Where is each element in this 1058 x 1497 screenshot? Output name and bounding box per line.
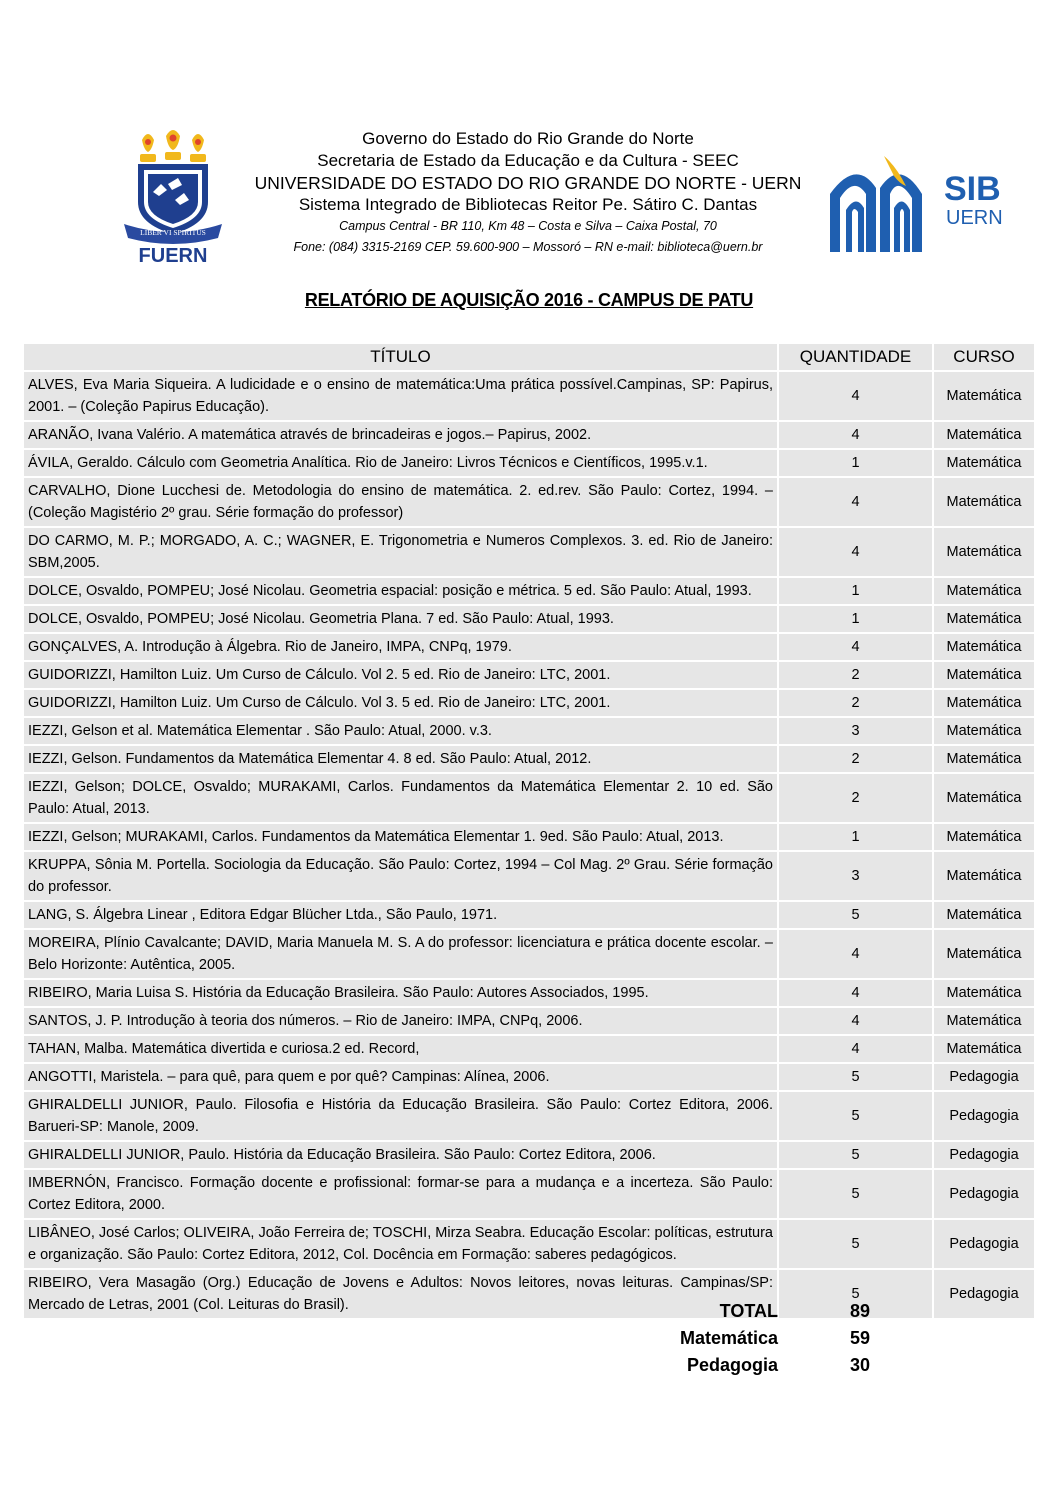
report-title: RELATÓRIO DE AQUISIÇÃO 2016 - CAMPUS DE PATU bbox=[304, 290, 754, 310]
row-quantity: 2 bbox=[779, 662, 932, 688]
matematica-total-label: Matemática bbox=[679, 1328, 778, 1348]
pedagogia-total-label: Pedagogia bbox=[686, 1355, 778, 1375]
fuern-name: FUERN bbox=[138, 245, 208, 267]
row-title: DOLCE, Osvaldo, POMPEU; José Nicolau. Geometria espacial: posição e métrica. 5 ed. São Paulo: Atual, 1993. bbox=[24, 578, 777, 604]
table-row bbox=[24, 606, 1034, 632]
row-title: IEZZI, Gelson; MURAKAMI, Carlos. Fundamentos da Matemática Elementar 1. 9ed. São Paulo: Atual, 2013. bbox=[24, 824, 777, 850]
row-course: Pedagogia bbox=[934, 1170, 1034, 1218]
table-header-row bbox=[24, 344, 1034, 370]
row-quantity: 5 bbox=[779, 1170, 932, 1218]
row-course: Matemática bbox=[934, 528, 1034, 576]
row-course: Pedagogia bbox=[934, 1092, 1034, 1140]
row-course: Matemática bbox=[934, 450, 1034, 476]
row-course: Matemática bbox=[934, 1008, 1034, 1034]
row-course: Matemática bbox=[934, 372, 1034, 420]
row-quantity: 4 bbox=[779, 528, 932, 576]
table-row bbox=[24, 1142, 1034, 1168]
row-course: Matemática bbox=[934, 478, 1034, 526]
table-row bbox=[24, 1036, 1034, 1062]
row-quantity: 5 bbox=[779, 1142, 932, 1168]
header-line-contact: Fone: (084) 3315-2169 CEP. 59.600-900 – Mossoró – RN e-mail: biblioteca@uern.br bbox=[293, 240, 763, 254]
row-course: Matemática bbox=[934, 980, 1034, 1006]
row-course: Pedagogia bbox=[934, 1270, 1034, 1318]
row-title: DO CARMO, M. P.; MORGADO, A. C.; WAGNER, E. Trigonometria e Numeros Complexos. 3. ed. Rio de Janeiro: SBM,2005. bbox=[24, 528, 777, 576]
row-course: Matemática bbox=[934, 774, 1034, 822]
table-row bbox=[24, 1220, 1034, 1268]
table-row bbox=[24, 422, 1034, 448]
row-title: ÁVILA, Geraldo. Cálculo com Geometria Analítica. Rio de Janeiro: Livros Técnicos e Científicos, 1995.v.1. bbox=[24, 450, 777, 476]
table-row bbox=[24, 980, 1034, 1006]
row-title: SANTOS, J. P. Introdução à teoria dos números. – Rio de Janeiro: IMPA, CNPq, 2006. bbox=[24, 1008, 777, 1034]
row-course: Pedagogia bbox=[934, 1220, 1034, 1268]
row-quantity: 1 bbox=[779, 450, 932, 476]
row-course: Pedagogia bbox=[934, 1064, 1034, 1090]
row-title: GONÇALVES, A. Introdução à Álgebra. Rio de Janeiro, IMPA, CNPq, 1979. bbox=[24, 634, 777, 660]
row-quantity: 4 bbox=[779, 930, 932, 978]
row-course: Matemática bbox=[934, 1036, 1034, 1062]
row-title: LIBÂNEO, José Carlos; OLIVEIRA, João Ferreira de; TOSCHI, Mirza Seabra. Educação Escolar: políticas, estrutura e organização. São Paulo: Cortez Editora, 2012, Col. Docência em Formação: saberes pedagógicos. bbox=[24, 1220, 777, 1268]
row-course: Matemática bbox=[934, 902, 1034, 928]
table-row bbox=[24, 774, 1034, 822]
row-title: GUIDORIZZI, Hamilton Luiz. Um Curso de Cálculo. Vol 2. 5 ed. Rio de Janeiro: LTC, 2001. bbox=[24, 662, 777, 688]
row-course: Matemática bbox=[934, 852, 1034, 900]
row-course: Matemática bbox=[934, 746, 1034, 772]
header-line-secretariat: Secretaria de Estado da Educação e da Cultura - SEEC bbox=[317, 151, 739, 170]
row-quantity: 4 bbox=[779, 372, 932, 420]
row-quantity: 3 bbox=[779, 852, 932, 900]
table-row bbox=[24, 478, 1034, 526]
row-quantity: 2 bbox=[779, 690, 932, 716]
totals-block bbox=[600, 1298, 900, 1379]
row-quantity: 5 bbox=[779, 1092, 932, 1140]
table-row bbox=[24, 578, 1034, 604]
row-title: ARANÃO, Ivana Valério. A matemática através de brincadeiras e jogos.– Papirus, 2002. bbox=[24, 422, 777, 448]
row-title: KRUPPA, Sônia M. Portella. Sociologia da Educação. São Paulo: Cortez, 1994 – Col Mag. 2º Grau. Série formação do professor. bbox=[24, 852, 777, 900]
table-row bbox=[24, 634, 1034, 660]
document-header bbox=[0, 0, 1058, 280]
matematica-total-row bbox=[600, 1325, 900, 1352]
header-quantity: QUANTIDADE bbox=[779, 344, 932, 370]
row-title: IEZZI, Gelson et al. Matemática Elementar . São Paulo: Atual, 2000. v.3. bbox=[24, 718, 777, 744]
table-row bbox=[24, 372, 1034, 420]
table-row bbox=[24, 450, 1034, 476]
row-quantity: 4 bbox=[779, 1036, 932, 1062]
header-line-government: Governo do Estado do Rio Grande do Norte bbox=[362, 129, 694, 148]
matematica-total-value: 59 bbox=[849, 1328, 870, 1348]
row-title: ALVES, Eva Maria Siqueira. A ludicidade e o ensino de matemática:Uma prática possível.Campinas, SP: Papirus, 2001. – (Coleção Papirus Educação). bbox=[24, 372, 777, 420]
row-title: DOLCE, Osvaldo, POMPEU; José Nicolau. Geometria Plana. 7 ed. São Paulo: Atual, 1993. bbox=[24, 606, 777, 632]
table-row bbox=[24, 690, 1034, 716]
row-title: TAHAN, Malba. Matemática divertida e curiosa.2 ed. Record, bbox=[24, 1036, 777, 1062]
row-title: GHIRALDELLI JUNIOR, Paulo. Filosofia e História da Educação Brasileira. São Paulo: Cortez Editora, 2006. Barueri-SP: Manole, 2009. bbox=[24, 1092, 777, 1140]
row-quantity: 2 bbox=[779, 774, 932, 822]
pedagogia-total-value: 30 bbox=[849, 1355, 870, 1375]
row-title: RIBEIRO, Maria Luisa S. História da Educação Brasileira. São Paulo: Autores Associados, 1995. bbox=[24, 980, 777, 1006]
row-quantity: 4 bbox=[779, 980, 932, 1006]
header-line-university: UNIVERSIDADE DO ESTADO DO RIO GRANDE DO NORTE - UERN bbox=[254, 173, 802, 193]
row-title: ANGOTTI, Maristela. – para quê, para quem e por quê? Campinas: Alínea, 2006. bbox=[24, 1064, 777, 1090]
acquisition-table bbox=[22, 342, 1036, 1320]
row-title: IEZZI, Gelson. Fundamentos da Matemática Elementar 4. 8 ed. São Paulo: Atual, 2012. bbox=[24, 746, 777, 772]
row-quantity: 5 bbox=[779, 1220, 932, 1268]
sib-uern-logo bbox=[826, 148, 1003, 260]
row-quantity: 4 bbox=[779, 634, 932, 660]
table-row bbox=[24, 528, 1034, 576]
row-quantity: 3 bbox=[779, 718, 932, 744]
table-row bbox=[24, 852, 1034, 900]
table-row bbox=[24, 662, 1034, 688]
row-title: IEZZI, Gelson; DOLCE, Osvaldo; MURAKAMI, Carlos. Fundamentos da Matemática Elementar 2. 10 ed. São Paulo: Atual, 2013. bbox=[24, 774, 777, 822]
row-quantity: 5 bbox=[779, 902, 932, 928]
row-title: LANG, S. Álgebra Linear , Editora Edgar Blücher Ltda., São Paulo, 1971. bbox=[24, 902, 777, 928]
row-course: Matemática bbox=[934, 634, 1034, 660]
row-course: Matemática bbox=[934, 578, 1034, 604]
row-title: GHIRALDELLI JUNIOR, Paulo. História da Educação Brasileira. São Paulo: Cortez Editora, 2006. bbox=[24, 1142, 777, 1168]
row-course: Matemática bbox=[934, 690, 1034, 716]
row-quantity: 1 bbox=[779, 606, 932, 632]
row-quantity: 4 bbox=[779, 422, 932, 448]
row-title: MOREIRA, Plínio Cavalcante; DAVID, Maria Manuela M. S. A do professor: licenciatura e prática docente escolar. – Belo Horizonte: Autêntica, 2005. bbox=[24, 930, 777, 978]
table-row bbox=[24, 1092, 1034, 1140]
header-course: CURSO bbox=[934, 344, 1034, 370]
total-value: 89 bbox=[849, 1301, 870, 1321]
row-title: CARVALHO, Dione Lucchesi de. Metodologia do ensino de matemática. 2. ed.rev. São Paulo: Cortez, 1994. – (Coleção Magistério 2º grau. Série formação do professor) bbox=[24, 478, 777, 526]
row-quantity: 5 bbox=[779, 1064, 932, 1090]
row-course: Matemática bbox=[934, 718, 1034, 744]
row-course: Matemática bbox=[934, 930, 1034, 978]
row-quantity: 1 bbox=[779, 578, 932, 604]
institution-heading bbox=[230, 128, 826, 258]
table-row bbox=[24, 930, 1034, 978]
row-quantity: 4 bbox=[779, 1008, 932, 1034]
fuern-logo bbox=[120, 128, 226, 268]
table-row bbox=[24, 824, 1034, 850]
row-title: RIBEIRO, Vera Masagão (Org.) Educação de Jovens e Adultos: Novos leitores, novas leituras. Campinas/SP: Mercado de Letras, 2001 (Col. Leituras do Brasil). bbox=[24, 1270, 777, 1318]
header-line-library-system: Sistema Integrado de Bibliotecas Reitor Pe. Sátiro C. Dantas bbox=[298, 195, 758, 214]
row-quantity: 1 bbox=[779, 824, 932, 850]
table-row bbox=[24, 1064, 1034, 1090]
header-line-address: Campus Central - BR 110, Km 48 – Costa e Silva – Caixa Postal, 70 bbox=[339, 219, 717, 233]
header-title: TÍTULO bbox=[24, 344, 777, 370]
row-course: Pedagogia bbox=[934, 1142, 1034, 1168]
uern-text: UERN bbox=[946, 207, 1003, 229]
pedagogia-total-row bbox=[600, 1352, 900, 1379]
row-course: Matemática bbox=[934, 606, 1034, 632]
row-quantity: 5 bbox=[779, 1270, 932, 1318]
total-label: TOTAL bbox=[719, 1301, 778, 1321]
row-title: IMBERNÓN, Francisco. Formação docente e profissional: formar-se para a mudança e a incerteza. São Paulo: Cortez Editora, 2000. bbox=[24, 1170, 777, 1218]
table-row bbox=[24, 902, 1034, 928]
row-course: Matemática bbox=[934, 662, 1034, 688]
table-row bbox=[24, 746, 1034, 772]
row-course: Matemática bbox=[934, 824, 1034, 850]
row-title: GUIDORIZZI, Hamilton Luiz. Um Curso de Cálculo. Vol 3. 5 ed. Rio de Janeiro: LTC, 2001. bbox=[24, 690, 777, 716]
table-row bbox=[24, 718, 1034, 744]
fuern-motto: LIBER VI SPIRITUS bbox=[140, 228, 206, 237]
row-course: Matemática bbox=[934, 422, 1034, 448]
table-row bbox=[24, 1008, 1034, 1034]
row-quantity: 2 bbox=[779, 746, 932, 772]
sib-text: SIB bbox=[944, 170, 1001, 208]
table-row bbox=[24, 1170, 1034, 1218]
total-row bbox=[600, 1298, 900, 1325]
row-quantity: 4 bbox=[779, 478, 932, 526]
